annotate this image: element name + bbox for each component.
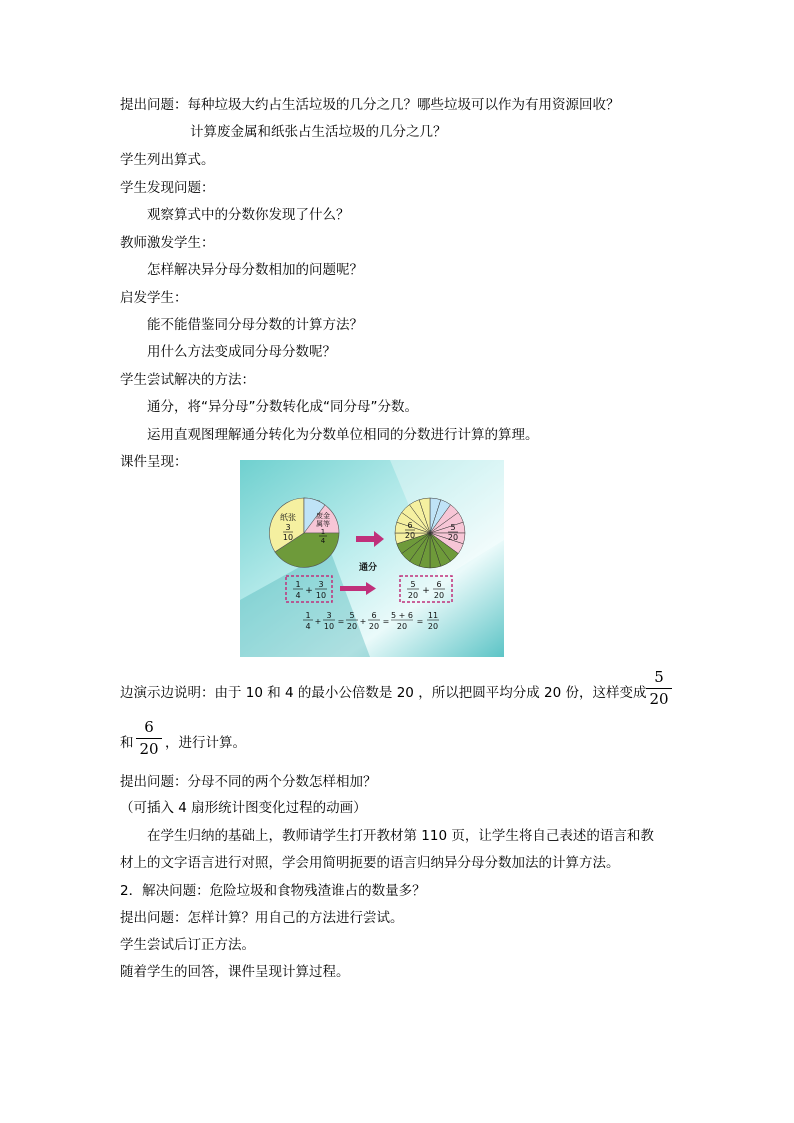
frac-num: 11 xyxy=(427,611,439,620)
frac-num: 3 xyxy=(326,611,332,620)
text-line: 学生列出算式。 xyxy=(120,152,215,168)
text-line: 提出问题：分母不同的两个分数怎样相加？ xyxy=(120,774,377,790)
text-line: （可插入 4 扇形统计图变化过程的动画） xyxy=(120,800,367,816)
plus-sign: + xyxy=(422,586,430,596)
frac-den: 20 xyxy=(396,622,408,631)
courseware-figure xyxy=(240,460,504,657)
plus-sign: + xyxy=(314,617,322,626)
frac-den: 4 xyxy=(305,622,311,631)
right-a-num: 6 xyxy=(407,521,413,530)
frac-num: 6 xyxy=(144,718,154,736)
plus-sign: + xyxy=(359,617,367,626)
text-line-pre: 和 xyxy=(120,735,134,751)
paper-label: 纸张 xyxy=(280,513,296,522)
frac-num: 5 xyxy=(410,580,416,589)
inline-fraction xyxy=(646,668,672,709)
frac-den: 20 xyxy=(346,622,358,631)
text-line: 课件呈现： xyxy=(120,454,188,470)
right-a-den: 20 xyxy=(404,531,416,540)
frac-den: 20 xyxy=(433,591,445,600)
text-line: 提出问题：每种垃圾大约占生活垃圾的几分之几？哪些垃圾可以作为有用资源回收？ xyxy=(120,97,620,113)
right-b-num: 5 xyxy=(450,523,456,532)
text-line: 能不能借鉴同分母分数的计算方法？ xyxy=(147,317,363,333)
frac-num: 3 xyxy=(318,580,324,589)
text-line: 观察算式中的分数你发现了什么？ xyxy=(147,207,350,223)
text-line: 学生发现问题： xyxy=(120,180,215,196)
inline-fraction xyxy=(136,718,162,759)
frac-num: 1 xyxy=(295,580,301,589)
text-line: 边演示边说明：由于 10 和 4 的最小公倍数是 20 ，所以把圆平均分成 20 份，这样变成 xyxy=(120,685,647,701)
text-line: 通分，将“异分母”分数转化成“同分母”分数。 xyxy=(147,399,418,415)
text-line: 学生尝试后订正方法。 xyxy=(120,937,255,953)
text-line-post: ，进行计算。 xyxy=(165,735,246,751)
frac-den: 20 xyxy=(368,622,380,631)
text-line: 随着学生的回答，课件呈现计算过程。 xyxy=(120,964,350,980)
left-pie-chart xyxy=(269,498,339,567)
text-line: 教师激发学生： xyxy=(120,235,215,251)
right-b-den: 20 xyxy=(447,533,459,542)
paper-frac-num: 3 xyxy=(285,523,291,532)
text-line: 在学生归纳的基础上，教师请学生打开教材第 110 页，让学生将自己表述的语言和教 xyxy=(147,828,654,844)
text-line: 启发学生： xyxy=(120,290,188,306)
frac-den: 20 xyxy=(407,591,419,600)
equals-sign: = xyxy=(382,617,390,626)
text-line: 提出问题：怎样计算？用自己的方法进行尝试。 xyxy=(120,910,404,926)
frac-den: 10 xyxy=(323,622,335,631)
metal-frac-den: 4 xyxy=(320,537,326,545)
text-line: 计算废金属和纸张占生活垃圾的几分之几？ xyxy=(190,124,447,140)
frac-num: 5 + 6 xyxy=(391,611,413,620)
frac-den: 4 xyxy=(295,591,301,600)
frac-num: 5 xyxy=(654,668,664,686)
equals-sign: = xyxy=(416,617,424,626)
text-line: 学生尝试解决的方法： xyxy=(120,372,255,388)
frac-den: 10 xyxy=(315,591,327,600)
equals-sign: = xyxy=(337,617,345,626)
text-line: 2．解决问题：危险垃圾和食物残渣谁占的数量多？ xyxy=(120,883,426,899)
frac-num: 1 xyxy=(305,611,311,620)
metal-label: 废金 xyxy=(316,512,330,520)
text-line: 怎样解决异分母分数相加的问题呢？ xyxy=(147,262,363,278)
frac-den: 20 xyxy=(649,690,669,708)
plus-sign: + xyxy=(305,586,313,596)
metal-frac-num: 1 xyxy=(320,528,326,536)
frac-num: 6 xyxy=(371,611,377,620)
frac-num: 5 xyxy=(349,611,355,620)
text-line: 材上的文字语言进行对照，学会用简明扼要的语言归纳异分母分数加法的计算方法。 xyxy=(120,855,620,871)
metal-label-2: 属等 xyxy=(316,520,330,528)
frac-num: 6 xyxy=(436,580,442,589)
text-line: 运用直观图理解通分转化为分数单位相同的分数进行计算的算理。 xyxy=(147,427,539,443)
fraction-pie-diagram xyxy=(240,460,504,657)
frac-den: 20 xyxy=(139,740,159,758)
paper-frac-den: 10 xyxy=(282,533,294,542)
tongfen-label: 通分 xyxy=(358,563,378,573)
frac-den: 20 xyxy=(427,622,439,631)
text-line: 用什么方法变成同分母分数呢？ xyxy=(147,344,336,360)
